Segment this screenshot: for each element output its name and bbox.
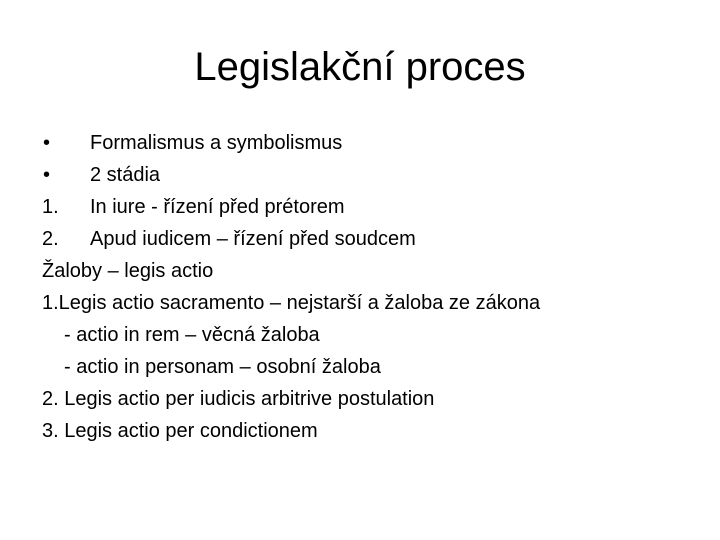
line-text: Žaloby – legis actio [42,260,214,282]
numbered-text: In iure - řízení před prétorem [90,196,345,218]
indented-line [42,351,712,383]
numbered-text: Apud iudicem – řízení před soudcem [90,228,416,250]
number-marker: 1. [42,196,59,218]
text-line [42,383,712,415]
slide-content [42,127,712,447]
numbered-item [42,191,712,223]
line-text: - actio in rem – věcná žaloba [64,324,320,346]
line-text: 1.Legis actio sacramento – nejstarší a žaloba ze zákona [42,292,541,314]
bullet-marker: • [43,132,51,154]
slide-title: Legislakční proces [194,45,526,89]
text-line [42,255,712,287]
bullet-text: 2 stádia [90,164,161,186]
bullet-marker: • [43,164,51,186]
line-text: 2. Legis actio per iudicis arbitrive postulation [42,388,435,410]
text-line [42,287,712,319]
indented-line [42,319,712,351]
bullet-item [42,159,712,191]
bullet-item [42,127,712,159]
line-text: - actio in personam – osobní žaloba [64,356,381,378]
numbered-item [42,223,712,255]
bullet-text: Formalismus a symbolismus [90,132,343,154]
text-line [42,415,712,447]
number-marker: 2. [42,228,59,250]
line-text: 3. Legis actio per condictionem [42,420,318,442]
